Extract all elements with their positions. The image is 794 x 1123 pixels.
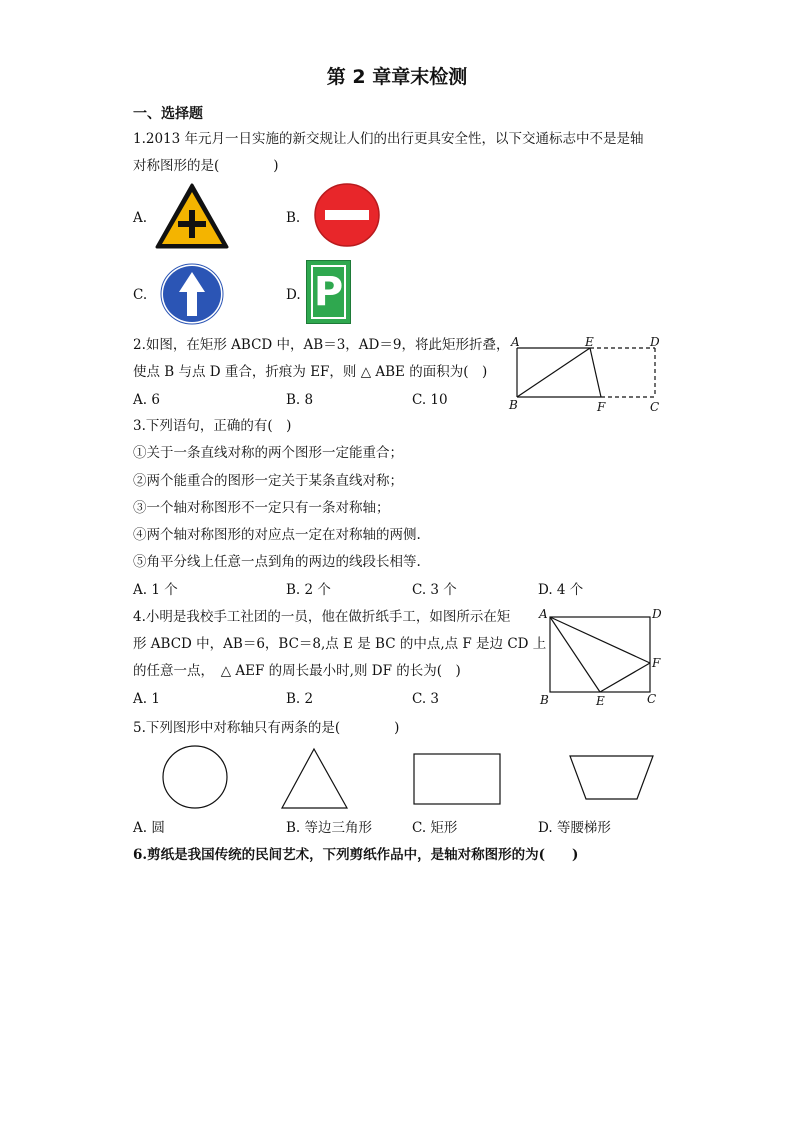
q1-option-b-label: B. [286, 210, 301, 226]
q3-statement-1: ①关于一条直线对称的两个图形一定能重合； [133, 445, 403, 461]
q4-stem-line2: 形 ABCD 中，AB＝6，BC＝8,点 E 是 BC 的中点,点 F 是边 CD 上 [133, 636, 547, 652]
q3-statement-5: ⑤角平分线上任意一点到角的两边的线段长相等. [133, 554, 421, 570]
q4-label-a: A [539, 607, 548, 621]
q2-stem-line1: 2.如图，在矩形 ABCD 中，AB＝3，AD＝9，将此矩形折叠， [133, 337, 510, 353]
q2-label-b: B [509, 398, 518, 412]
q4-option-c: C. 3 [412, 691, 440, 707]
q4-label-d: D [652, 607, 662, 621]
q2-option-a: A. 6 [133, 392, 160, 408]
q4-option-a: A. 1 [133, 691, 160, 707]
q4-label-e: E [596, 694, 605, 708]
q3-stem: 3.下列语句，正确的有( ) [133, 418, 292, 434]
equilateral-triangle-shape-icon [280, 747, 350, 811]
q3-option-b: B. 2 个 [286, 582, 331, 598]
q2-label-f: F [597, 400, 606, 414]
q1-option-a-label: A. [133, 210, 148, 226]
q2-option-c: C. 10 [412, 392, 448, 408]
q1-option-d-label: D. [286, 287, 301, 303]
q3-option-d: D. 4 个 [538, 582, 584, 598]
circle-shape-icon [160, 743, 230, 811]
q4-stem-line1: 4.小明是我校手工社团的一员，他在做折纸手工，如图所示在矩 [133, 609, 511, 625]
q4-label-b: B [540, 693, 549, 707]
q3-statement-4: ④两个轴对称图形的对应点一定在对称轴的两侧. [133, 527, 421, 543]
q3-option-a: A. 1 个 [133, 582, 178, 598]
q2-option-b: B. 8 [286, 392, 314, 408]
no-entry-sign-icon [313, 183, 381, 247]
section-heading: 一、选择题 [133, 106, 203, 122]
q4-label-f: F [652, 656, 661, 670]
q3-statement-2: ②两个能重合的图形一定关于某条直线对称； [133, 473, 403, 489]
q2-label-d: D [650, 335, 660, 349]
q4-stem-line3: 的任意一点， △ AEF 的周长最小时,则 DF 的长为( ) [133, 663, 461, 679]
q2-label-a: A [511, 335, 520, 349]
q5-option-b: B. 等边三角形 [286, 820, 373, 836]
q2-folded-rectangle-figure [508, 334, 668, 414]
q3-statement-3: ③一个轴对称图形不一定只有一条对称轴； [133, 500, 390, 516]
isosceles-trapezoid-shape-icon [568, 753, 656, 803]
q6-stem: 6.剪纸是我国传统的民间艺术，下列剪纸作品中，是轴对称图形的为( ) [133, 847, 579, 863]
straight-ahead-arrow-sign-icon [159, 262, 225, 326]
q5-stem: 5.下列图形中对称轴只有两条的是( ) [133, 720, 400, 736]
rectangle-shape-icon [412, 752, 504, 808]
page-title: 第 2 章章末检测 [326, 66, 468, 88]
q1-option-c-label: C. [133, 287, 148, 303]
q2-label-e: E [585, 335, 594, 349]
q1-stem-line2: 对称图形的是( ) [133, 158, 279, 174]
q3-option-c: C. 3 个 [412, 582, 457, 598]
q2-label-c: C [650, 400, 660, 414]
q4-option-b: B. 2 [286, 691, 314, 707]
q5-option-c: C. 矩形 [412, 820, 458, 836]
q4-rectangle-triangle-figure [536, 604, 666, 710]
parking-sign-letter: P [313, 269, 344, 315]
yellow-warning-sign-icon [155, 183, 229, 249]
parking-sign-icon [306, 260, 351, 324]
q1-stem-line1: 1.2013 年元月一日实施的新交规让人们的出行更具安全性，以下交通标志中不是是轴 [133, 131, 644, 147]
q5-option-d: D. 等腰梯形 [538, 820, 611, 836]
q4-label-c: C [647, 692, 657, 706]
q5-option-a: A. 圆 [133, 820, 165, 836]
q2-stem-line2: 使点 B 与点 D 重合，折痕为 EF，则 △ ABE 的面积为( ) [133, 364, 488, 380]
